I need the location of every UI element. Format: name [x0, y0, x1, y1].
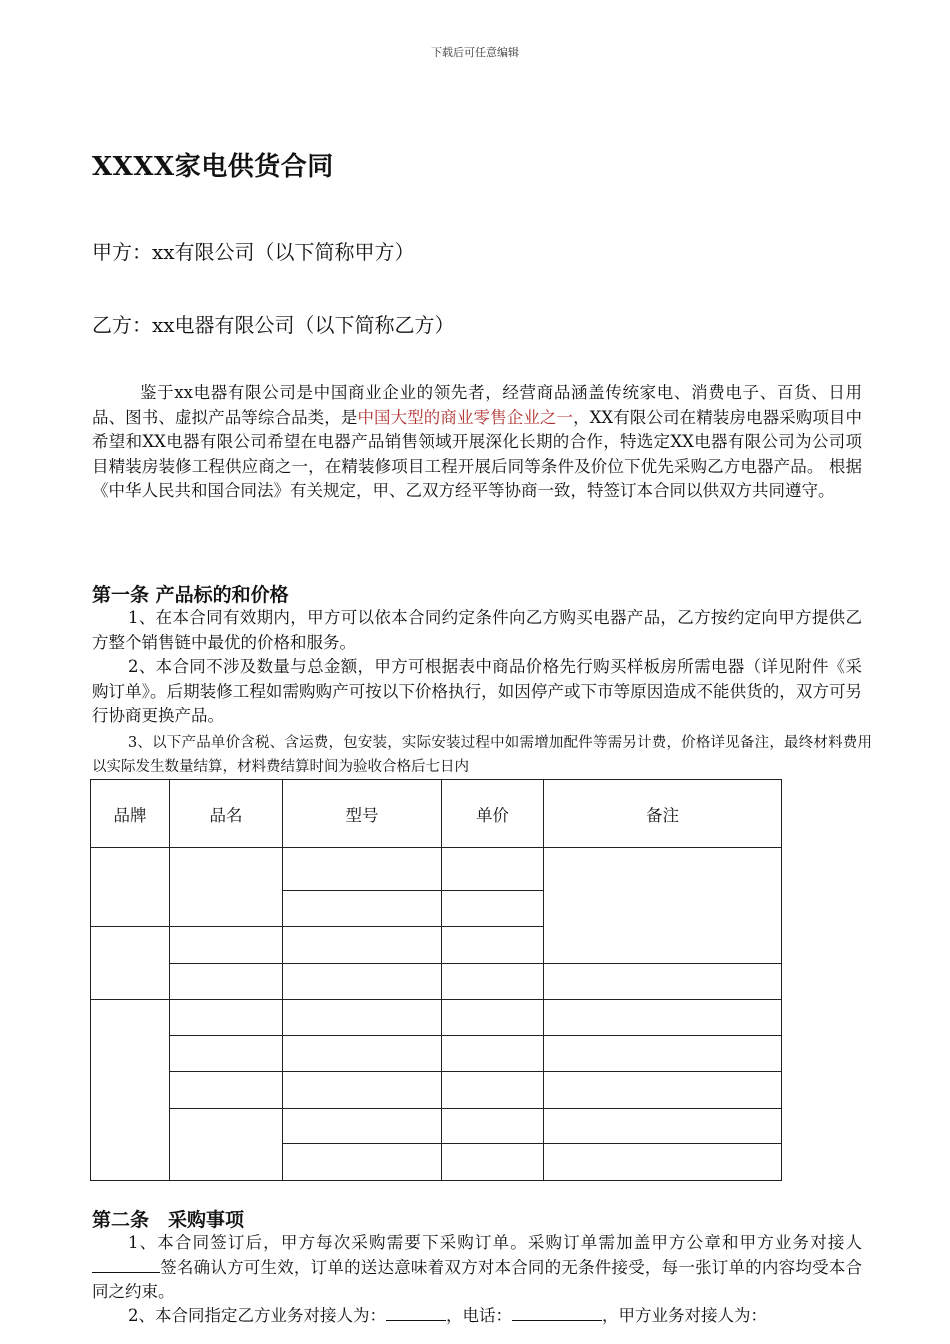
section-2-clause-2	[92, 1304, 862, 1329]
table-cell	[544, 1036, 782, 1072]
table-cell	[283, 891, 442, 927]
table-cell	[442, 1144, 544, 1181]
table-row	[91, 1072, 782, 1109]
table-cell	[91, 1000, 170, 1181]
table-header-row	[91, 780, 782, 848]
section-2-clause-1	[92, 1231, 862, 1305]
table-cell	[170, 1000, 283, 1036]
table-cell	[170, 1036, 283, 1072]
table-cell	[91, 848, 170, 927]
header-remarks: 备注	[544, 780, 782, 848]
party-b: 乙方：xx电器有限公司（以下简称乙方）	[92, 313, 455, 337]
table-cell	[442, 1072, 544, 1109]
table-cell	[170, 927, 283, 964]
table-cell	[283, 1109, 442, 1144]
product-price-table	[90, 779, 782, 1181]
table-cell	[283, 1144, 442, 1181]
table-cell	[544, 848, 782, 964]
table-cell	[442, 891, 544, 927]
table-cell	[544, 1109, 782, 1144]
table-cell	[170, 1072, 283, 1109]
table-cell	[283, 1036, 442, 1072]
table-cell	[442, 1036, 544, 1072]
clause-1-text-start: 1、本合同签订后，甲方每次采购需要下采购订单。采购订单需加盖甲方公章和甲方业务对接人	[128, 1233, 862, 1252]
table-row	[91, 964, 782, 1000]
table-row	[91, 1109, 782, 1144]
table-cell	[544, 1000, 782, 1036]
intro-text-start: 鉴于xx电器有限公司是中国商业企业的领先者，经营商品涵盖传统家电、消费电子、百货、日用品、图书、虚拟产品等综合品类，是	[92, 383, 862, 427]
table-cell	[283, 1072, 442, 1109]
clause-2-text-b: ，电话：	[446, 1306, 512, 1325]
section-1-clause-2: 2、本合同不涉及数量与总金额，甲方可根据表中商品价格先行购买样板房所需电器（详见附件《采购订单》。后期装修工程如需购购产可按以下价格执行，如因停产或下市等原因造成不能供货的，双方可另行协商更换产品。	[92, 657, 862, 725]
table-row	[91, 848, 782, 891]
table-cell	[544, 964, 782, 1000]
party-a: 甲方：xx有限公司（以下简称甲方）	[92, 240, 415, 264]
table-cell	[442, 1000, 544, 1036]
table-cell	[170, 1109, 283, 1181]
section-2-title: 第二条 采购事项	[92, 1209, 245, 1231]
table-cell	[283, 848, 442, 891]
table-cell	[170, 964, 283, 1000]
table-cell	[442, 848, 544, 891]
table-cell	[283, 927, 442, 964]
section-1-title: 第一条 产品标的和价格	[92, 584, 289, 606]
table-cell	[442, 1109, 544, 1144]
table-row	[91, 1036, 782, 1072]
table-cell	[91, 927, 170, 1000]
table-cell	[170, 848, 283, 927]
table-cell	[442, 927, 544, 964]
clause-2-text-c: ，甲方业务对接人为：	[602, 1306, 767, 1325]
table-cell	[283, 964, 442, 1000]
table-cell	[442, 964, 544, 1000]
contact-name-blank	[386, 1304, 446, 1321]
header-brand: 品牌	[91, 780, 170, 848]
clause-1-text-end: 签名确认方可生效，订单的送达意味着双方对本合同的无条件接受，每一张订单的内容均受本合同之约束。	[92, 1257, 862, 1301]
intro-text-end: ，XX有限公司在精装房电器采购项目中希望和XX电器有限公司希望在电器产品销售领域开展深化长期的合作，特选定XX电器有限公司为公司项目精装房装修工程供应商之一，在精装修项目工程开展后同等条件及价位下优先采购乙方电器产品。 根据《中华人民共和国合同法》有关规定，甲、乙双方经平等协商一致，特签订本合同以供双方共同遵守。	[92, 407, 863, 500]
table-cell	[544, 1072, 782, 1109]
section-1-clause-3: 3、以下产品单价含税、含运费，包安装，实际安装过程中如需增加配件等需另计费，价格详见备注，最终材料费用以实际发生数量结算，材料费结算时间为验收合格后七日内	[92, 735, 872, 775]
table-cell	[544, 1144, 782, 1181]
page-header: 下载后可任意编辑	[431, 46, 519, 59]
phone-blank	[512, 1304, 602, 1321]
intro-highlight: 中国大型的商业零售企业之一	[357, 407, 574, 427]
header-product-name: 品名	[170, 780, 283, 848]
clause-2-text-a: 2、本合同指定乙方业务对接人为：	[128, 1306, 386, 1325]
table-cell	[283, 1000, 442, 1036]
contract-title: XXXX家电供货合同	[92, 152, 334, 182]
signature-blank	[92, 1256, 160, 1273]
table-row	[91, 1000, 782, 1036]
section-1-clause-1: 1、在本合同有效期内，甲方可以依本合同约定条件向乙方购买电器产品，乙方按约定向甲方提供乙方整个销售链中最优的价格和服务。	[92, 608, 862, 652]
header-model: 型号	[283, 780, 442, 848]
intro-paragraph	[92, 381, 862, 504]
header-unit-price: 单价	[442, 780, 544, 848]
